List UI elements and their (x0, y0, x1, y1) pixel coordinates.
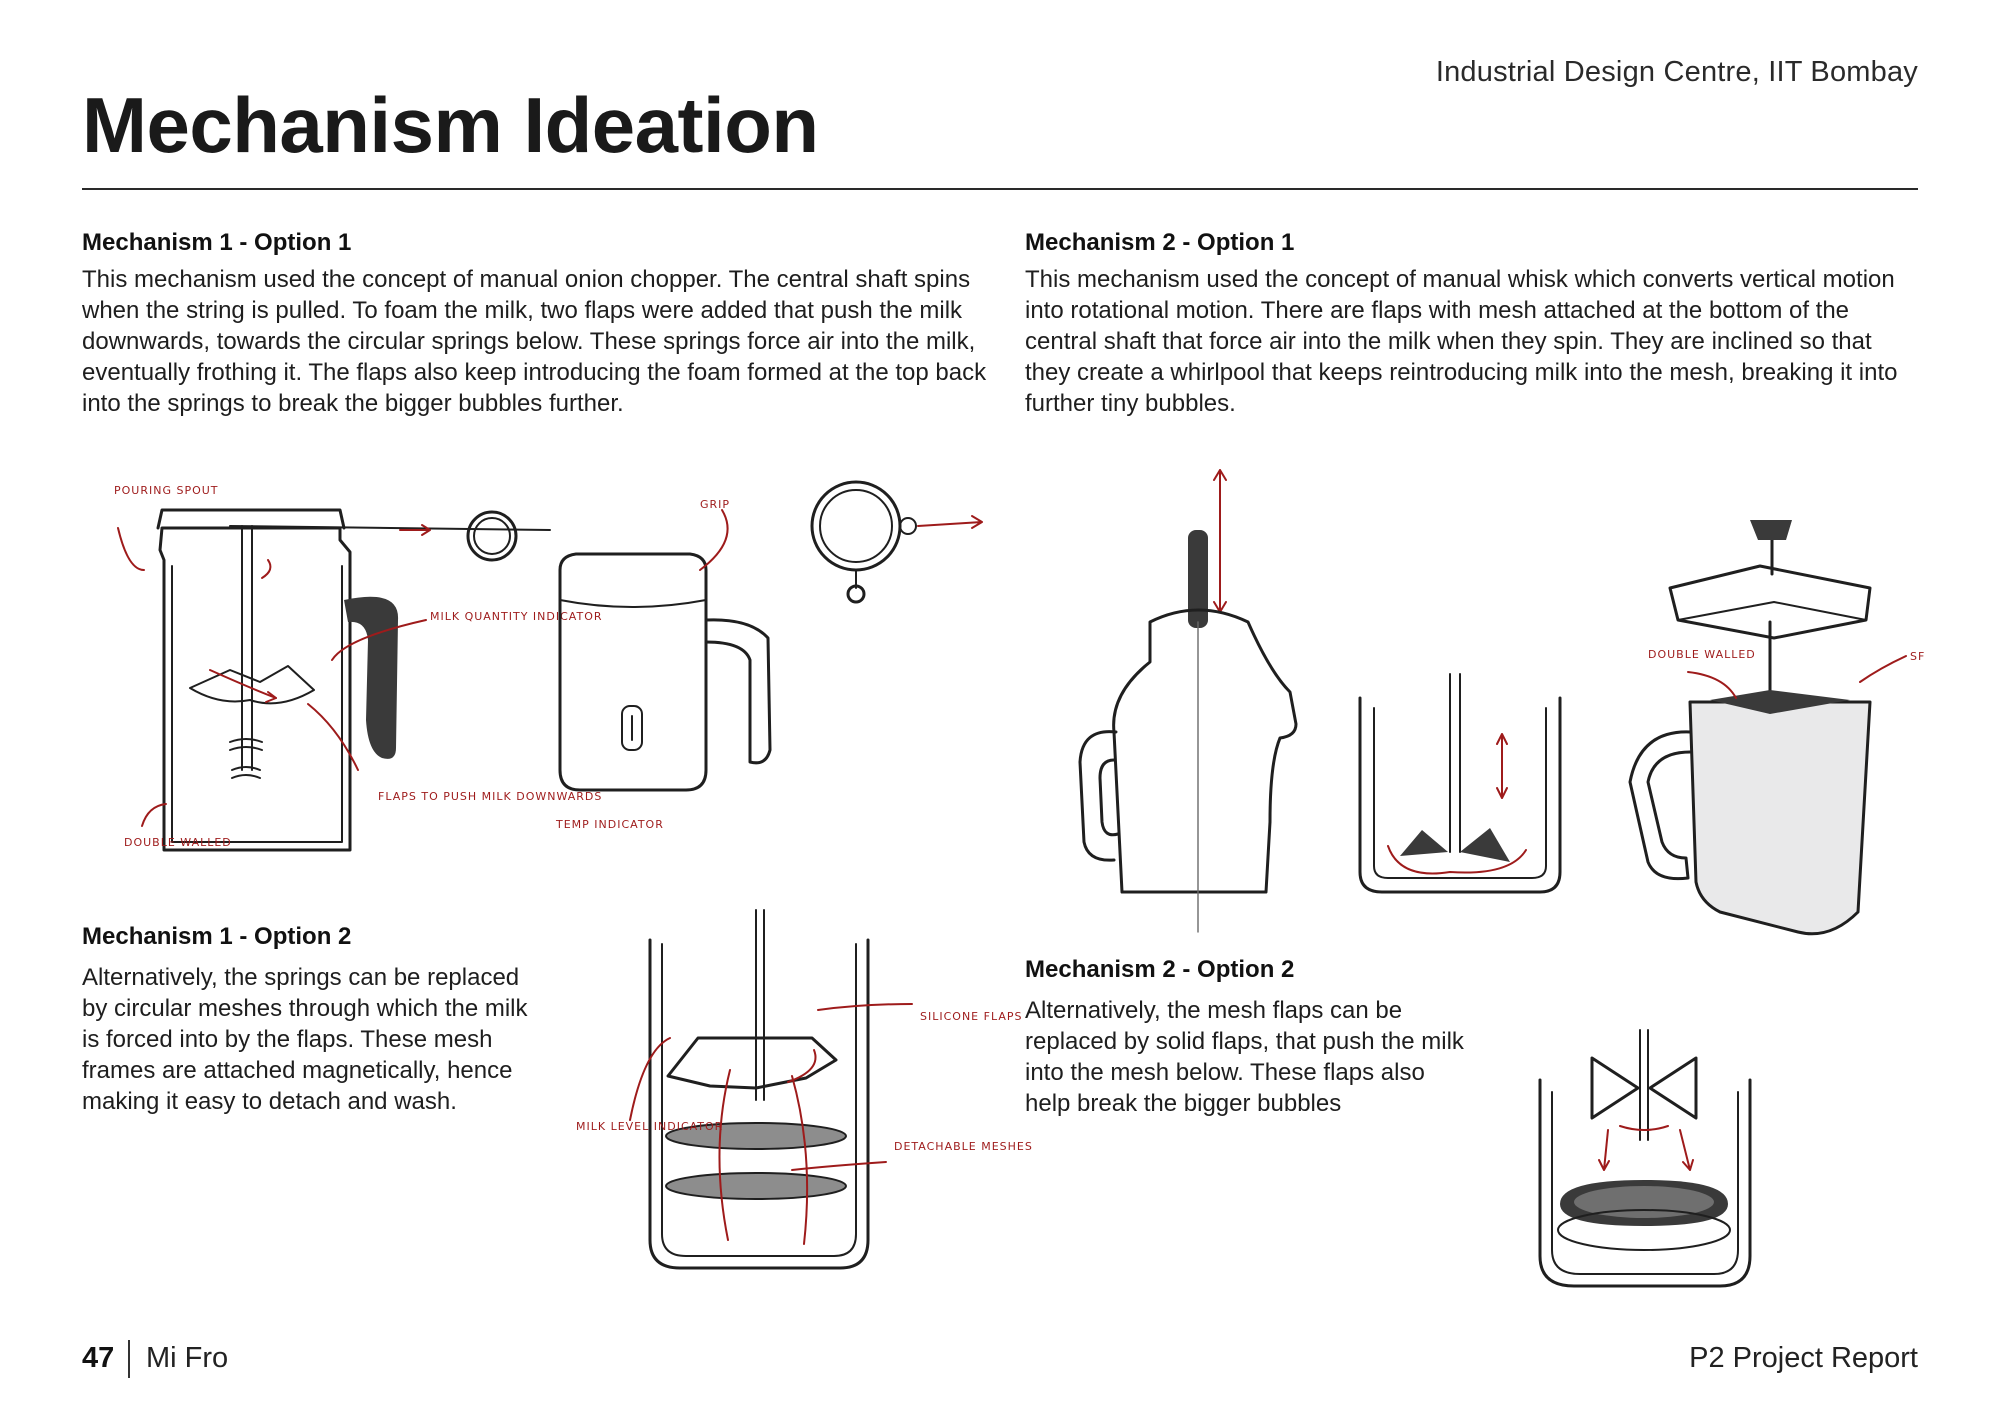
sketch-m2-option1 (1070, 462, 1930, 942)
plunger-jug-sketch (1080, 470, 1296, 932)
note-detachable-meshes: DETACHABLE MESHES (894, 1140, 1033, 1153)
note-milk-level: MILK LEVEL INDICATOR (576, 1120, 724, 1133)
note-milk-quantity: MILK QUANTITY INDICATOR (430, 610, 603, 623)
header-divider (82, 188, 1918, 190)
pitcher-sketch (114, 484, 603, 850)
institution-name: Industrial Design Centre, IIT Bombay (1435, 56, 1918, 88)
section-body-m2-option2: Alternatively, the mesh flaps can be replaced by solid flaps, that push the milk into the mesh below. These flaps also help break the bigger bubbles (1025, 997, 1464, 1117)
report-name: P2 Project Report (1689, 1342, 1918, 1374)
project-name: Mi Fro (146, 1342, 229, 1374)
whisk-cup-sketch (1360, 674, 1560, 892)
section-body-m1-option1: This mechanism used the concept of manual onion chopper. The central shaft spins when the string is pulled. To foam the milk, two flaps were added that push the milk downwards, towards the circular springs below. These springs force air into the milk, eventually frothing it. The flaps also keep introducing the foam formed at the top back into the springs to break the bigger bubbles further. (82, 266, 987, 417)
note-double-walled-2: DOUBLE WALLED (1648, 648, 1756, 661)
sketch-m1-option1 (100, 470, 1000, 870)
page-number: 47 (82, 1342, 115, 1374)
square-pitcher-sketch (1630, 520, 1925, 934)
pull-ring-sketch (812, 482, 982, 602)
note-double-walled: DOUBLE WALLED (124, 836, 232, 849)
sketch-m1-option2 (560, 910, 1033, 1280)
sketch-m2-option2 (1530, 1030, 1760, 1300)
note-grip: GRIP (700, 498, 731, 511)
section-heading-m2-option2: Mechanism 2 - Option 2 (1025, 956, 1295, 983)
page-title: Mechanism Ideation (82, 81, 819, 169)
note-flaps-push: FLAPS TO PUSH MILK DOWNWARDS (378, 790, 603, 803)
note-sf: SF (1910, 650, 1926, 663)
section-heading-m2-option1: Mechanism 2 - Option 1 (1025, 229, 1295, 256)
mug-sketch (555, 498, 770, 831)
section-body-m1-option2: Alternatively, the springs can be replaced by circular meshes through which the milk is forced into by the flaps. These mesh frames are attached magnetically, hence making it easy to detach and wash. (82, 964, 528, 1115)
section-body-m2-option1: This mechanism used the concept of manual whisk which converts vertical motion into rotational motion. There are flaps with mesh attached at the bottom of the central shaft that force air into the milk when they spin. They are inclined so that they create a whirlpool that keeps reintroducing milk into the mesh, breaking it into further tiny bubbles. (1025, 266, 1898, 417)
note-temp-indicator: TEMP INDICATOR (556, 818, 664, 831)
section-heading-m1-option2: Mechanism 1 - Option 2 (82, 923, 352, 950)
footer-separator (128, 1340, 130, 1378)
section-heading-m1-option1: Mechanism 1 - Option 1 (82, 229, 352, 256)
note-pouring-spout: POURING SPOUT (114, 484, 219, 497)
note-silicone-flaps: SILICONE FLAPS (920, 1010, 1023, 1023)
